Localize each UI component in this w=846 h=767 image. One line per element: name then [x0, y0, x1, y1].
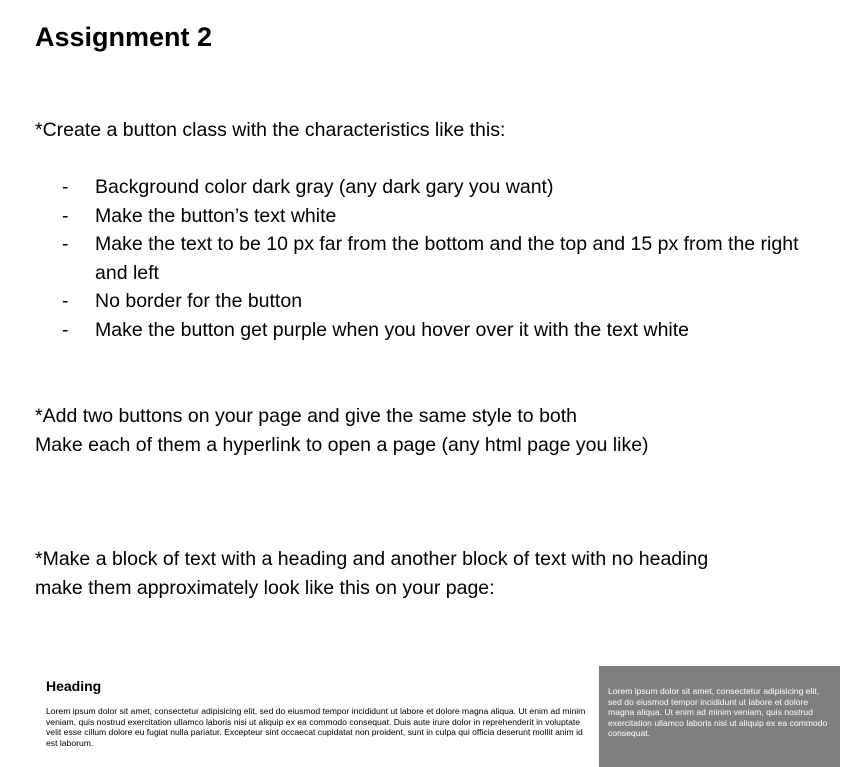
list-item [35, 173, 815, 202]
example-gray-block-text: Lorem ipsum dolor sit amet, consectetur adipisicing elit, sed do eiusmod tempor incididunt ut labore et dolore magna aliqua. Ut enim ad minim veniam, quis nostrud exercitation ullamco laboris nisi ut aliquip ex ea commodo consequat. [608, 686, 828, 739]
example-body-text: Lorem ipsum dolor sit amet, consectetur adipisicing elit, sed do eiusmod tempor incididunt ut labore et dolore magna aliqua. Ut enim ad minim veniam, quis nostrud exercitation ullamco laboris nisi ut aliquip ex ea commodo consequat. Duis aute irure dolor in reprehenderit in voluptate velit esse cillum dolore eu fugiat nulla pariatur. Excepteur sint occaecat cupidatat non proident, sunt in culpa qui officia deserunt mollit anim id est laborum. [46, 706, 586, 748]
example-gray-block [599, 666, 840, 767]
requirements-list [35, 173, 815, 345]
list-item-text: No border for the button [95, 290, 303, 313]
bullet-dash: - [62, 176, 69, 198]
page-title: Assignment 2 [35, 22, 213, 52]
section3-text [35, 545, 708, 603]
bullet-dash: - [62, 318, 69, 341]
list-item [35, 230, 815, 287]
section2-line: Make each of them a hyperlink to open a page (any html page you like) [35, 434, 649, 456]
list-item-text: Background color dark gray (any dark gary you want) [95, 176, 554, 198]
list-item [35, 202, 815, 231]
section3-line: make them approximately look like this on your page: [35, 577, 495, 599]
list-item [35, 287, 815, 316]
section3-line: *Make a block of text with a heading and another block of text with no heading [35, 548, 709, 570]
list-item-text: Make the text to be 10 px far from the bottom and the top and 15 px from the right and left [95, 233, 799, 284]
list-item-text: Make the button get purple when you hover over it with the text white [95, 318, 690, 341]
bullet-dash: - [62, 233, 69, 256]
section2-line: *Add two buttons on your page and give the same style to both [35, 405, 578, 427]
section2-text [35, 402, 649, 460]
example-heading: Heading [46, 678, 102, 694]
list-item [35, 316, 815, 345]
section1-intro: *Create a button class with the characteristics like this: [35, 119, 506, 141]
bullet-dash: - [62, 204, 69, 227]
list-item-text: Make the button’s text white [95, 204, 337, 227]
bullet-dash: - [62, 290, 69, 313]
